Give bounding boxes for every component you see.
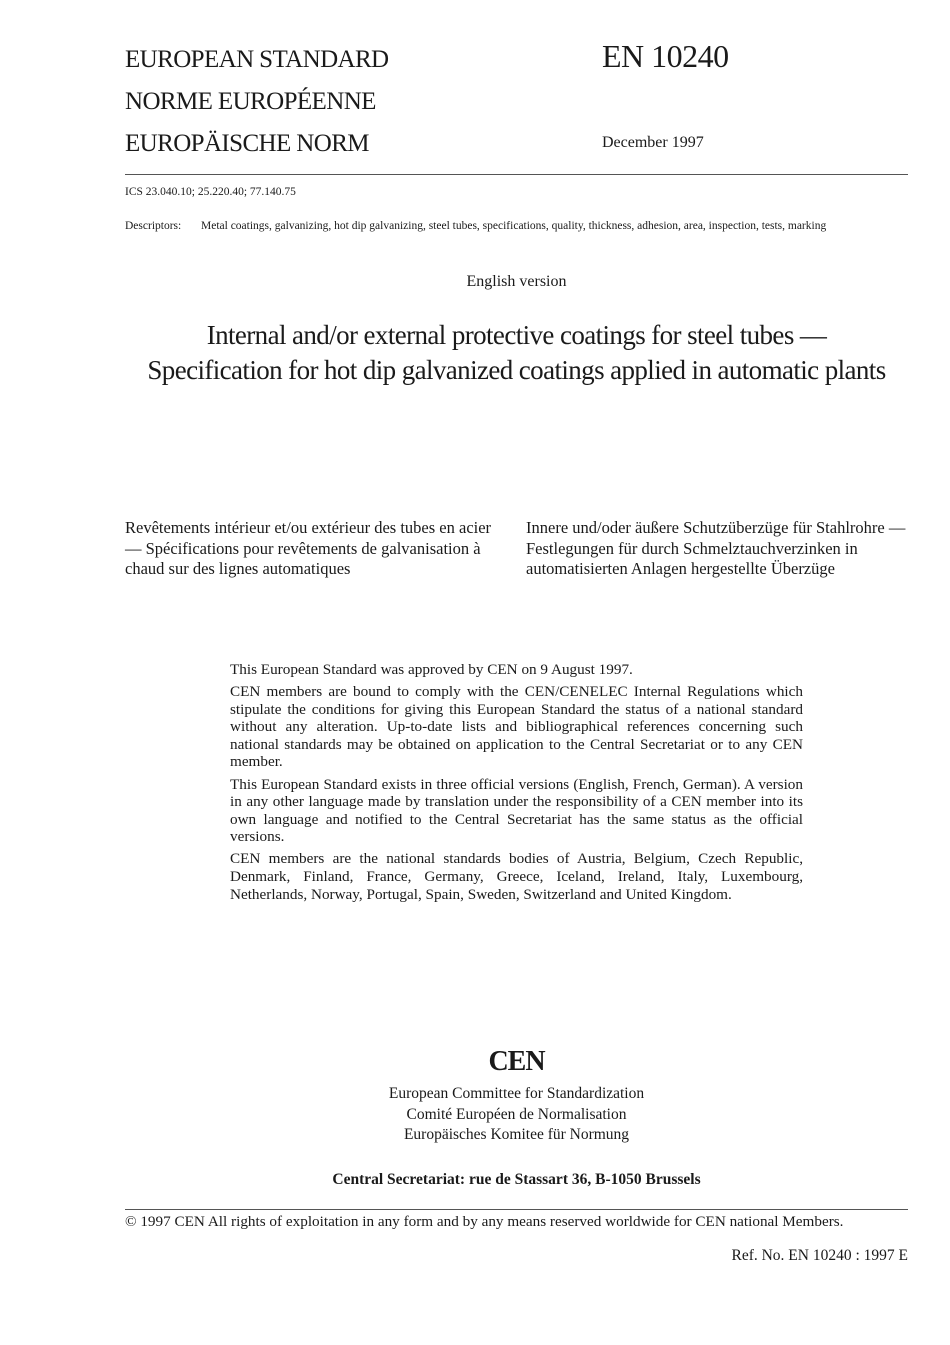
french-title: Revêtements intérieur et/ou extérieur des tubes en acier — Spécifications pour revêtements de galvanisation à chaud sur des lignes automatiques: [125, 518, 492, 578]
document-title: [125, 318, 908, 388]
publication-date: December 1997: [602, 134, 704, 151]
standard-title-french: NORME EUROPÉENNE: [125, 88, 376, 115]
members-paragraph: CEN members are the national standards bodies of Austria, Belgium, Czech Republic, Denmark, Finland, France, Germany, Greece, Iceland, Ireland, Italy, Luxembourg, Netherlands, Norway, Portugal, Spain, Sweden, Switzerland and United Kingdom.: [230, 850, 803, 903]
standard-title-german: EUROPÄISCHE NORM: [125, 130, 369, 157]
versions-paragraph: This European Standard exists in three official versions (English, French, German). A version in any other language made by translation under the responsibility of a CEN member into its own language and notified to the Central Secretariat has the same status as the official versions.: [230, 775, 803, 846]
reference-number: Ref. No. EN 10240 : 1997 E: [731, 1247, 908, 1264]
version-label: English version: [466, 273, 567, 290]
committee-names: [0, 1084, 950, 1146]
german-title: Innere und/oder äußere Schutzüberzüge für Stahlrohre — Festlegungen für durch Schmelztauchverzinken in automatisierten Anlagen hergestellte Überzüge: [526, 518, 906, 578]
committee-name-french: Comité Européen de Normalisation: [406, 1105, 627, 1123]
standard-title-english: EUROPEAN STANDARD: [125, 46, 389, 73]
header-divider: [125, 174, 908, 175]
descriptors-label: Descriptors:: [125, 220, 182, 232]
copyright-notice: © 1997 CEN All rights of exploitation in any form and by any means reserved worldwide for CEN national Members.: [125, 1213, 844, 1230]
cen-logo-text: CEN: [488, 1046, 545, 1077]
committee-name-english: European Committee for Standardization: [388, 1085, 645, 1102]
standard-number: EN 10240: [602, 38, 729, 74]
ics-codes: ICS 23.040.10; 25.220.40; 77.140.75: [125, 186, 296, 198]
approval-paragraph: This European Standard was approved by CEN on 9 August 1997.: [230, 661, 633, 678]
approval-statement: [230, 661, 803, 908]
committee-name-german: Europäisches Komitee für Normung: [403, 1126, 630, 1143]
document-title-line-2: Specification for hot dip galvanized coatings applied in automatic plants: [147, 355, 886, 385]
footer-divider: [125, 1209, 908, 1210]
descriptors-text: Metal coatings, galvanizing, hot dip galvanizing, steel tubes, specifications, quality, thickness, adhesion, area, inspection, tests, marking: [201, 220, 827, 232]
document-title-line-1: Internal and/or external protective coatings for steel tubes —: [206, 320, 827, 350]
compliance-paragraph: CEN members are bound to comply with the CEN/CENELEC Internal Regulations which stipulate the conditions for giving this European Standard the status of a national standard without any alteration. Up-to-date lists and bibliographical references concerning such national standards may be obtained on application to the Central Secretariat or to any CEN member.: [230, 683, 803, 771]
secretariat-address: Central Secretariat: rue de Stassart 36, B-1050 Brussels: [332, 1171, 701, 1188]
